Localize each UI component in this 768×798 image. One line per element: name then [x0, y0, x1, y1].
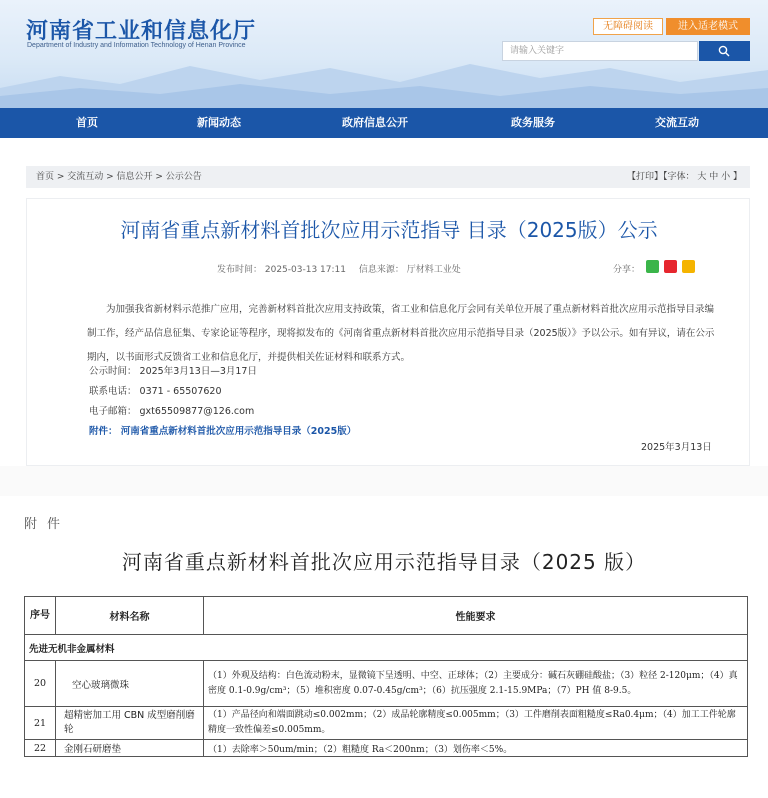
row-number: 21 [25, 707, 56, 740]
contact-email: 电子邮箱： gxt65509877@126.com [89, 406, 255, 417]
article-source: 信息来源： 厅材料工业处 [358, 265, 461, 275]
table-row [25, 740, 748, 757]
row-material-name: 空心玻璃微珠 [56, 661, 204, 707]
row-requirement: （1）去除率＞50um/min；（2）粗糙度 Ra＜200nm；（3）划伤率＜5%。 [204, 740, 748, 757]
section-row [25, 635, 748, 661]
site-header [0, 0, 768, 108]
print-font-tools[interactable]: 【打印】【字体： 大 中 小 】 [627, 172, 742, 182]
search-input[interactable]: 请输入关键字 [502, 41, 698, 61]
attachment-label: 附件 [24, 517, 71, 532]
notice-period: 公示时间： 2025年3月13日—3月17日 [89, 366, 257, 377]
article-title: 河南省重点新材料首批次应用示范指导 目录（2025版）公示 [120, 218, 658, 242]
accessibility-button[interactable]: 无障碍阅读 [593, 18, 663, 35]
attachment-link[interactable]: 附件： 河南省重点新材料首批次应用示范指导目录（2025版） [89, 426, 357, 437]
section-divider [0, 466, 768, 496]
row-requirement: （1）外观及结构：白色流动粉末，显微镜下呈透明、中空、正球体；（2）主要成分：碱石灰硼硅酸盐；（3）粒径 2-120μm；（4）真密度 0.1-0.9g/cm³；（5）堆积密度 0.07-0.45g/cm³；（6）抗压强度 2.1-15.9MPa；（7）PH 值 8-9.5。 [204, 661, 748, 707]
search-button[interactable] [699, 41, 750, 61]
weibo-share-icon[interactable] [664, 260, 677, 273]
publish-time: 发布时间： 2025-03-13 17:11 [217, 265, 346, 275]
row-number: 22 [25, 740, 56, 757]
share-label: 分享： [613, 265, 641, 275]
catalog-table [24, 596, 748, 757]
article-meta [217, 262, 471, 275]
wechat-share-icon[interactable] [646, 260, 659, 273]
row-requirement: （1）产品径向和端面跳动≤0.002mm；（2）成品轮廓精度≤0.005mm；（3）工件磨削表面粗糙度≤Ra0.4μm；（4）加工工件轮廓精度一致性偏差≤0.005mm。 [204, 707, 748, 740]
nav-news[interactable]: 新闻动态 [197, 116, 241, 129]
nav-home[interactable]: 首页 [76, 116, 98, 129]
breadcrumb-bar [26, 166, 750, 188]
contact-phone: 联系电话： 0371 - 65507620 [89, 386, 222, 397]
nav-services[interactable]: 政务服务 [511, 116, 555, 129]
section-title: 先进无机非金属材料 [25, 635, 748, 661]
article-date: 2025年3月13日 [641, 442, 712, 453]
table-row [25, 707, 748, 740]
table-row [25, 661, 748, 707]
article-paragraph: 为加强我省新材料示范推广应用，完善新材料首批次应用支持政策，省工业和信息化厅会同有关单位开展了重点新材料首批次应用示范指导目录编制工作，经产品信息征集、专家论证等程序，现将拟发布的《河南省重点新材料首批次应用示范指导目录（2025版）》予以公示。如有异议，请在公示期内，以书面形式反馈省工业和信息化厅，并提供相关佐证材料和联系方式。 [87, 304, 715, 363]
document-title: 河南省重点新材料首批次应用示范指导目录（2025 版） [121, 550, 647, 574]
search-icon [718, 45, 730, 57]
row-number: 20 [25, 661, 56, 707]
breadcrumb[interactable]: 首页 > 交流互动 > 信息公开 > 公示公告 [36, 172, 202, 182]
site-logo-subtitle: Department of Industry and Information Technology of Henan Province [27, 42, 246, 49]
row-material-name: 超精密加工用 CBN 成型磨削磨轮 [56, 707, 204, 740]
article-card [26, 198, 750, 466]
site-logo-title[interactable]: 河南省工业和信息化厅 [26, 19, 257, 44]
elder-mode-button[interactable]: 进入适老模式 [666, 18, 750, 35]
col-header-req: 性能要求 [204, 597, 748, 635]
main-nav [0, 108, 768, 138]
nav-gov-info[interactable]: 政府信息公开 [342, 116, 408, 129]
col-header-no: 序号 [25, 597, 56, 635]
row-material-name: 金刚石研磨垫 [56, 740, 204, 757]
table-header-row [25, 597, 748, 635]
col-header-name: 材料名称 [56, 597, 204, 635]
qzone-share-icon[interactable] [682, 260, 695, 273]
nav-interaction[interactable]: 交流互动 [655, 116, 699, 129]
